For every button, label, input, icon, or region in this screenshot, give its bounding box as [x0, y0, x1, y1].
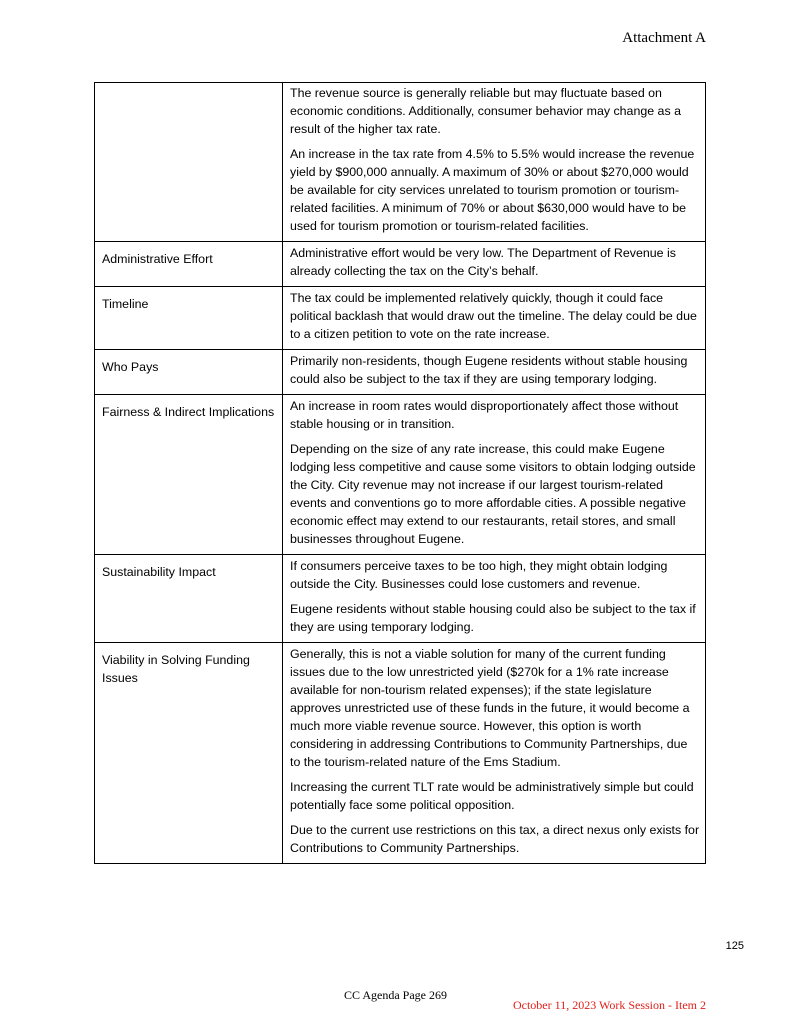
row-content: [283, 242, 706, 287]
table-row: [95, 395, 706, 555]
row-label: Administrative Effort: [95, 242, 283, 287]
work-session-label: October 11, 2023 Work Session - Item 2: [512, 998, 706, 1012]
table-row: [95, 287, 706, 350]
row-paragraph: Due to the current use restrictions on this tax, a direct nexus only exists for Contributions to Community Partnerships.: [290, 823, 700, 855]
policy-table: [94, 82, 706, 864]
row-content: [283, 395, 706, 555]
row-paragraph: Depending on the size of any rate increase, this could make Eugene lodging less competitive and cause some visitors to obtain lodging outside the City. City revenue may not increase if our largest tourism-related events and conventions go to more affordable cities. A possible negative economic effect may extend to our restaurants, retail stores, and small businesses throughout Eugene.: [290, 442, 696, 546]
attachment-header: Attachment A: [622, 30, 706, 46]
row-label: Timeline: [95, 287, 283, 350]
row-label: [95, 83, 283, 242]
row-paragraph: Primarily non-residents, though Eugene residents without stable housing could also be subject to the tax if they are using temporary lodging.: [290, 354, 688, 386]
row-content: [283, 287, 706, 350]
row-paragraph: If consumers perceive taxes to be too high, they might obtain lodging outside the City. Businesses could lose customers and revenue.: [290, 559, 668, 591]
row-paragraph: Increasing the current TLT rate would be administratively simple but could potentially face some political opposition.: [290, 780, 694, 812]
row-paragraph: Administrative effort would be very low. The Department of Revenue is already collecting the tax on the City’s behalf.: [290, 246, 676, 278]
row-paragraph: The revenue source is generally reliable but may fluctuate based on economic conditions. Additionally, consumer behavior may change as a result of the higher tax rate.: [290, 86, 681, 136]
row-content: [283, 83, 706, 242]
agenda-page-label: CC Agenda Page 269: [344, 988, 447, 1002]
table-row: [95, 83, 706, 242]
table-row: [95, 643, 706, 864]
row-paragraph: The tax could be implemented relatively quickly, though it could face political backlash that would draw out the timeline. The delay could be due to a citizen petition to vote on the rate increase.: [290, 291, 697, 341]
row-content: [283, 555, 706, 643]
row-paragraph: Generally, this is not a viable solution for many of the current funding issues due to the low unrestricted yield ($270k for a 1% rate increase available for non-tourism related expenses); if the state legislature approves unrestricted use of these funds in the future, it would become a much more viable revenue source. However, this option is worth considering in addressing Contributions to Community Partnerships, due to the tourism-related nature of the Ems Stadium.: [290, 647, 690, 769]
row-label: Who Pays: [95, 350, 283, 395]
row-paragraph: An increase in the tax rate from 4.5% to 5.5% would increase the revenue yield by $900,000 annually. A maximum of 30% or about $270,000 would be available for city services unrelated to tourism promotion or tourism-related facilities. A minimum of 70% or about $630,000 would have to be used for tourism promotion or tourism-related facilities.: [290, 147, 695, 233]
table-row: [95, 350, 706, 395]
row-label: Sustainability Impact: [95, 555, 283, 643]
row-label: Viability in Solving Funding Issues: [95, 643, 283, 864]
table-row: [95, 242, 706, 287]
row-content: [283, 350, 706, 395]
row-content: [283, 643, 706, 864]
row-label: Fairness & Indirect Implications: [95, 395, 283, 555]
row-paragraph: An increase in room rates would disproportionately affect those without stable housing or in transition.: [290, 399, 679, 431]
row-paragraph: Eugene residents without stable housing could also be subject to the tax if they are using temporary lodging.: [290, 602, 696, 634]
page-number: 125: [725, 940, 744, 952]
table-row: [95, 555, 706, 643]
